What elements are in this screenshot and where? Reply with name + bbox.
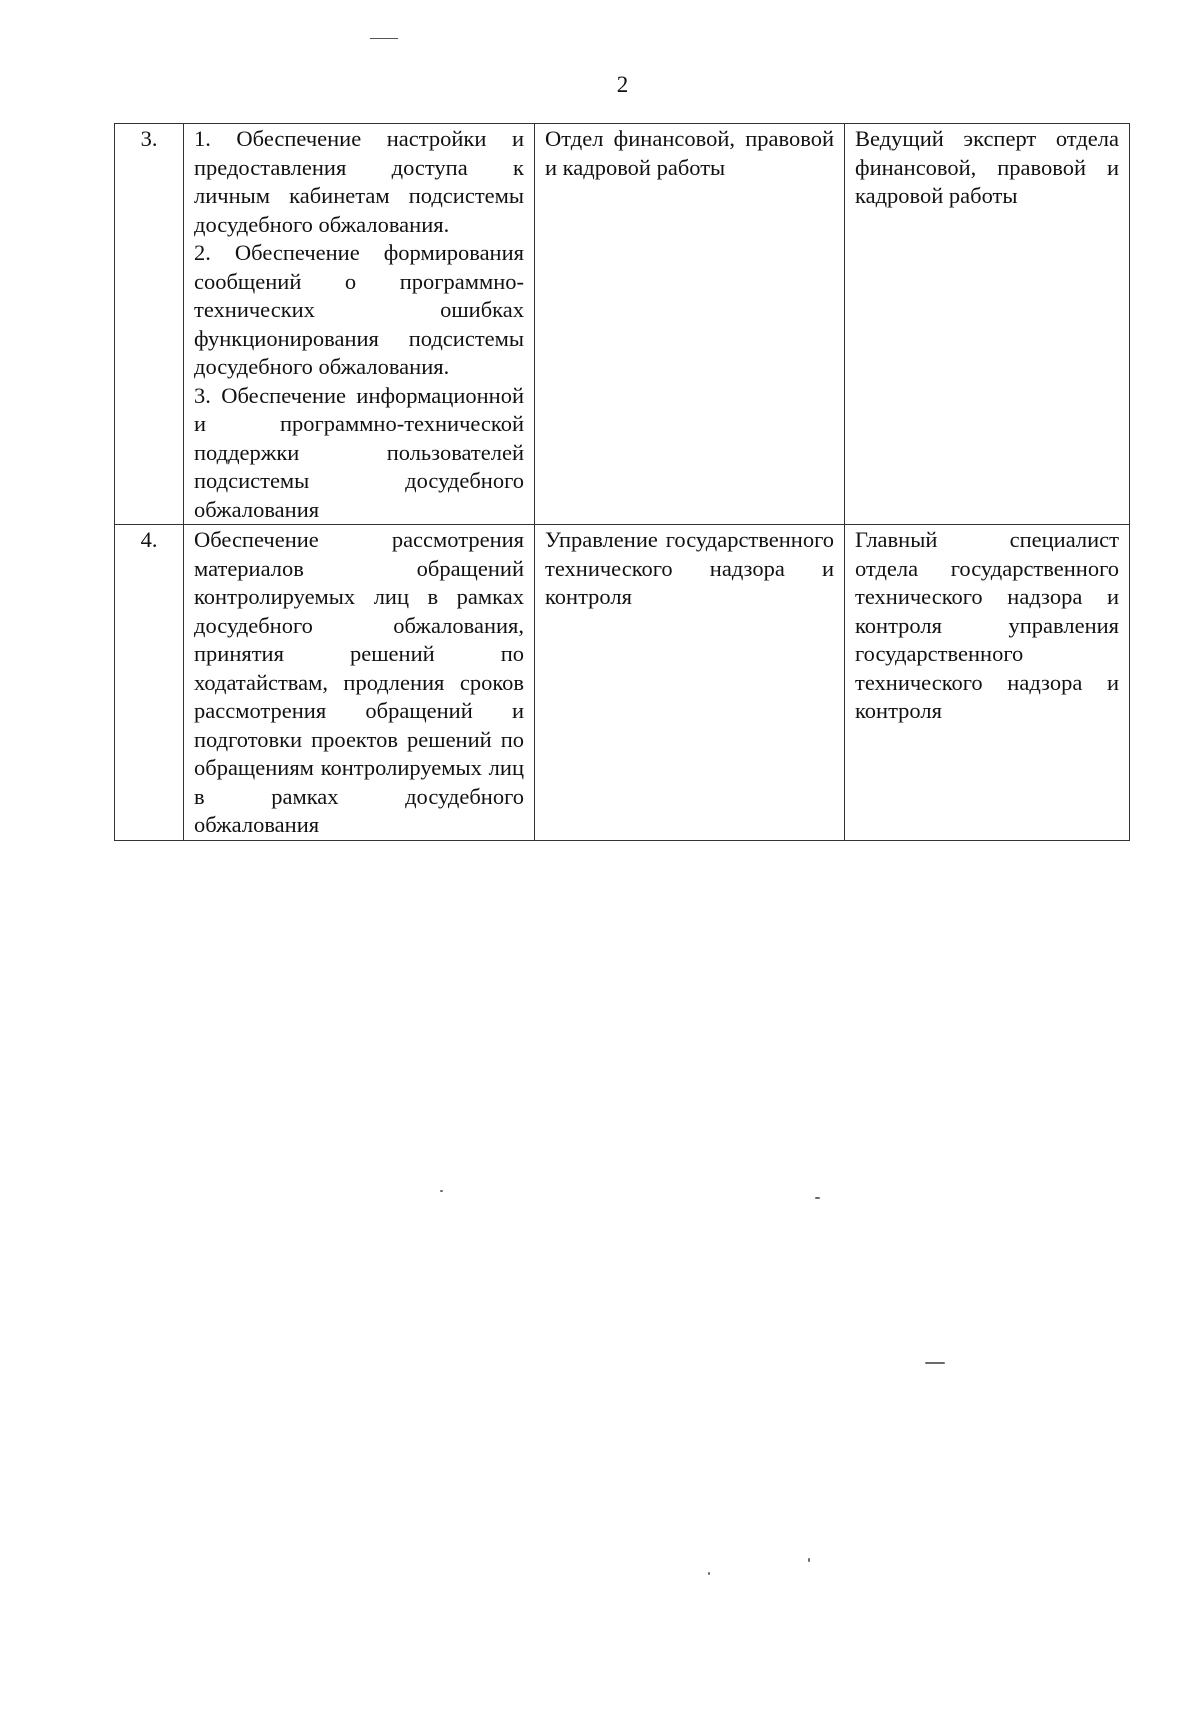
tasks-cell — [184, 124, 535, 525]
scan-speck — [708, 1572, 710, 1575]
table-row — [115, 525, 1130, 841]
unit-cell: Отдел финансовой, правовой и кадровой работы — [535, 124, 845, 525]
task-item: Обеспечение рассмотрения материалов обращений контролируемых лиц в рамках досудебного обжалования, принятия решений по ходатайствам, продления сроков рассмотрения обращений и подготовки проектов решений по обращениям контролируемых лиц в рамках досудебного обжалования — [194, 527, 524, 837]
tasks-cell — [184, 525, 535, 841]
scan-speck — [815, 1197, 820, 1199]
scan-mark — [370, 38, 398, 39]
scan-speck — [440, 1190, 443, 1192]
table-row — [115, 124, 1130, 525]
page-number: 2 — [616, 72, 629, 97]
responsible-cell: Ведущий эксперт отдела финансовой, правовой и кадровой работы — [845, 124, 1130, 525]
unit-cell: Управление государственного технического надзора и контроля — [535, 525, 845, 841]
task-item: 3. Обеспечение информационной и программно-технической поддержки пользователей подсистемы досудебного обжалования — [194, 382, 524, 522]
scan-speck — [808, 1558, 810, 1562]
row-number-cell: 4. — [115, 525, 184, 841]
task-item: 2. Обеспечение формирования сообщений о программно-технических ошибках функционирования подсистемы досудебного обжалования. — [194, 240, 524, 379]
responsible-cell: Главный специалист отдела государственного технического надзора и контроля управления государственного технического надзора и контроля — [845, 525, 1130, 841]
scan-speck — [925, 1362, 945, 1364]
task-item: 1. Обеспечение настройки и предоставления доступа к личным кабинетам подсистемы досудебного обжалования. — [194, 126, 524, 237]
responsibility-table — [114, 123, 1130, 841]
row-number-cell: 3. — [115, 124, 184, 525]
